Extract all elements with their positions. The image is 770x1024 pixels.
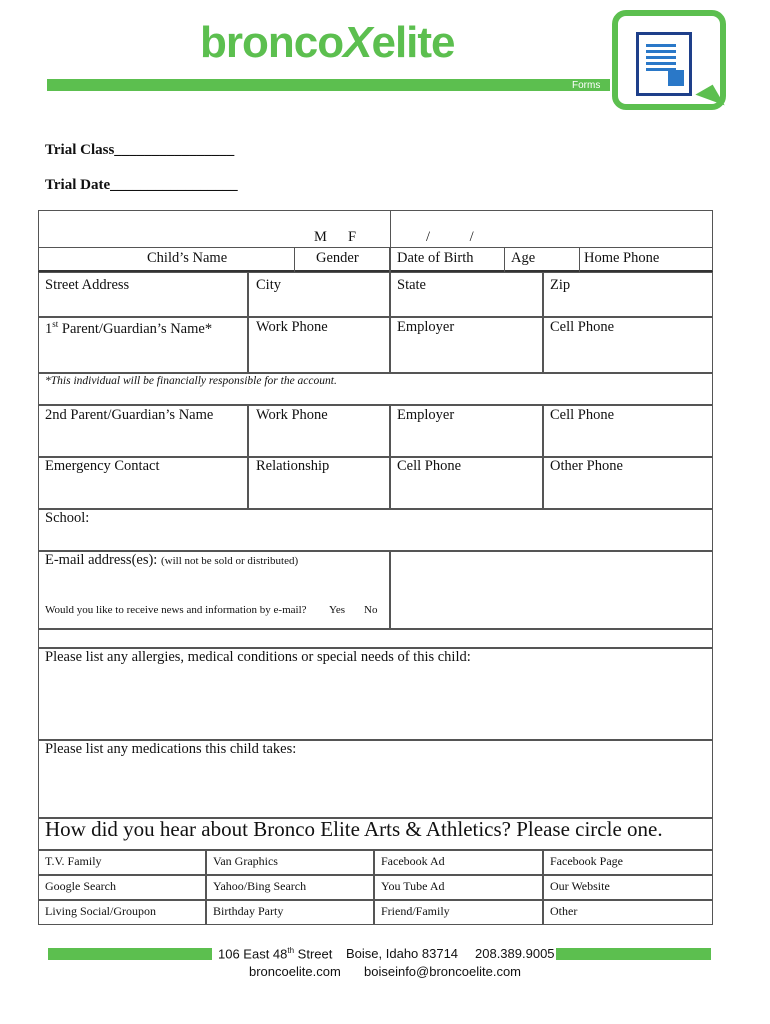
home-phone-label: Home Phone [584,250,660,266]
age-label: Age [511,250,536,266]
header-bar [47,79,610,91]
how-option-label: Friend/Family [381,904,450,918]
parent2-employer-label: Employer [397,407,455,423]
allergies-label: Please list any allergies, medical conditions or special needs of this child: [45,649,471,665]
medications-label: Please list any medications this child takes: [45,741,297,757]
dob-slashes: / / [426,229,492,245]
emergency-other-label: Other Phone [550,458,623,474]
zip-label: Zip [550,277,571,293]
how-option[interactable] [374,900,543,925]
how-option[interactable] [206,900,374,925]
how-option-label: Living Social/Groupon [45,904,156,918]
how-option[interactable] [206,850,374,875]
city-label: City [256,277,281,293]
brand-logo: broncoXelite [200,18,455,67]
financial-note: *This individual will be financially responsible for the account. [45,375,337,387]
divider [38,247,713,248]
how-option[interactable] [374,850,543,875]
how-option-label: Google Search [45,879,116,893]
how-option[interactable] [206,875,374,900]
footer-bar-right [556,948,711,960]
street-label: Street Address [45,277,130,293]
email-yes-option[interactable]: Yes [329,604,346,616]
how-option[interactable] [543,900,713,925]
divider [390,210,391,272]
parent1-work-label: Work Phone [256,319,328,335]
how-option-label: Birthday Party [213,904,284,918]
document-corner [668,70,684,86]
school-cell[interactable] [38,509,713,551]
footer-city: Boise, Idaho 83714 [346,946,459,961]
trial-class-field[interactable]: Trial Class________________ [45,142,235,158]
parent1-label: 1st Parent/Guardian’s Name* [45,319,213,337]
spacer-row [38,629,713,648]
how-option-label: Our Website [550,879,610,893]
state-label: State [397,277,426,293]
email-news-question: Would you like to receive news and information by e-mail? [45,604,307,616]
footer-phone: 208.389.9005 [475,946,555,961]
how-option[interactable] [543,875,713,900]
relationship-label: Relationship [256,458,330,474]
dob-label: Date of Birth [397,250,474,266]
footer-email[interactable]: boiseinfo@broncoelite.com [364,964,522,979]
how-option-label: Van Graphics [213,854,278,868]
parent1-cell-label: Cell Phone [550,319,615,335]
childs-name-label: Child’s Name [147,250,228,266]
gender-label: Gender [316,250,359,266]
footer-address: 106 East 48th Street [218,946,333,962]
forms-label: Forms [572,80,601,91]
parent1-employer-label: Employer [397,319,455,335]
how-option[interactable] [38,850,206,875]
parent2-label: 2nd Parent/Guardian’s Name [45,407,214,423]
school-label: School: [45,510,90,526]
emergency-label: Emergency Contact [45,458,160,474]
how-option-label: T.V. Family [45,854,102,868]
parent2-work-label: Work Phone [256,407,328,423]
footer-website[interactable]: broncoelite.com [249,964,341,979]
parent2-cell-label: Cell Phone [550,407,615,423]
how-option-label: Yahoo/Bing Search [213,879,307,893]
footer-bar-left [48,948,212,960]
emergency-cell-label: Cell Phone [397,458,462,474]
email-label: E-mail address(es): (will not be sold or distributed) [45,552,299,568]
how-option[interactable] [374,875,543,900]
how-option-label: Facebook Ad [381,854,445,868]
how-option-label: You Tube Ad [381,879,445,893]
how-option-label: Facebook Page [550,854,623,868]
how-option[interactable] [38,900,206,925]
how-option-label: Other [550,904,578,918]
gender-f[interactable]: F [348,229,357,245]
gender-m[interactable]: M [314,229,327,245]
how-question: How did you hear about Bronco Elite Arts & Athletics? Please circle one. [45,817,663,841]
how-option[interactable] [38,875,206,900]
email-no-option[interactable]: No [364,604,378,616]
email-extra-cell[interactable] [390,551,713,629]
how-option[interactable] [543,850,713,875]
trial-date-field[interactable]: Trial Date_________________ [45,177,238,193]
